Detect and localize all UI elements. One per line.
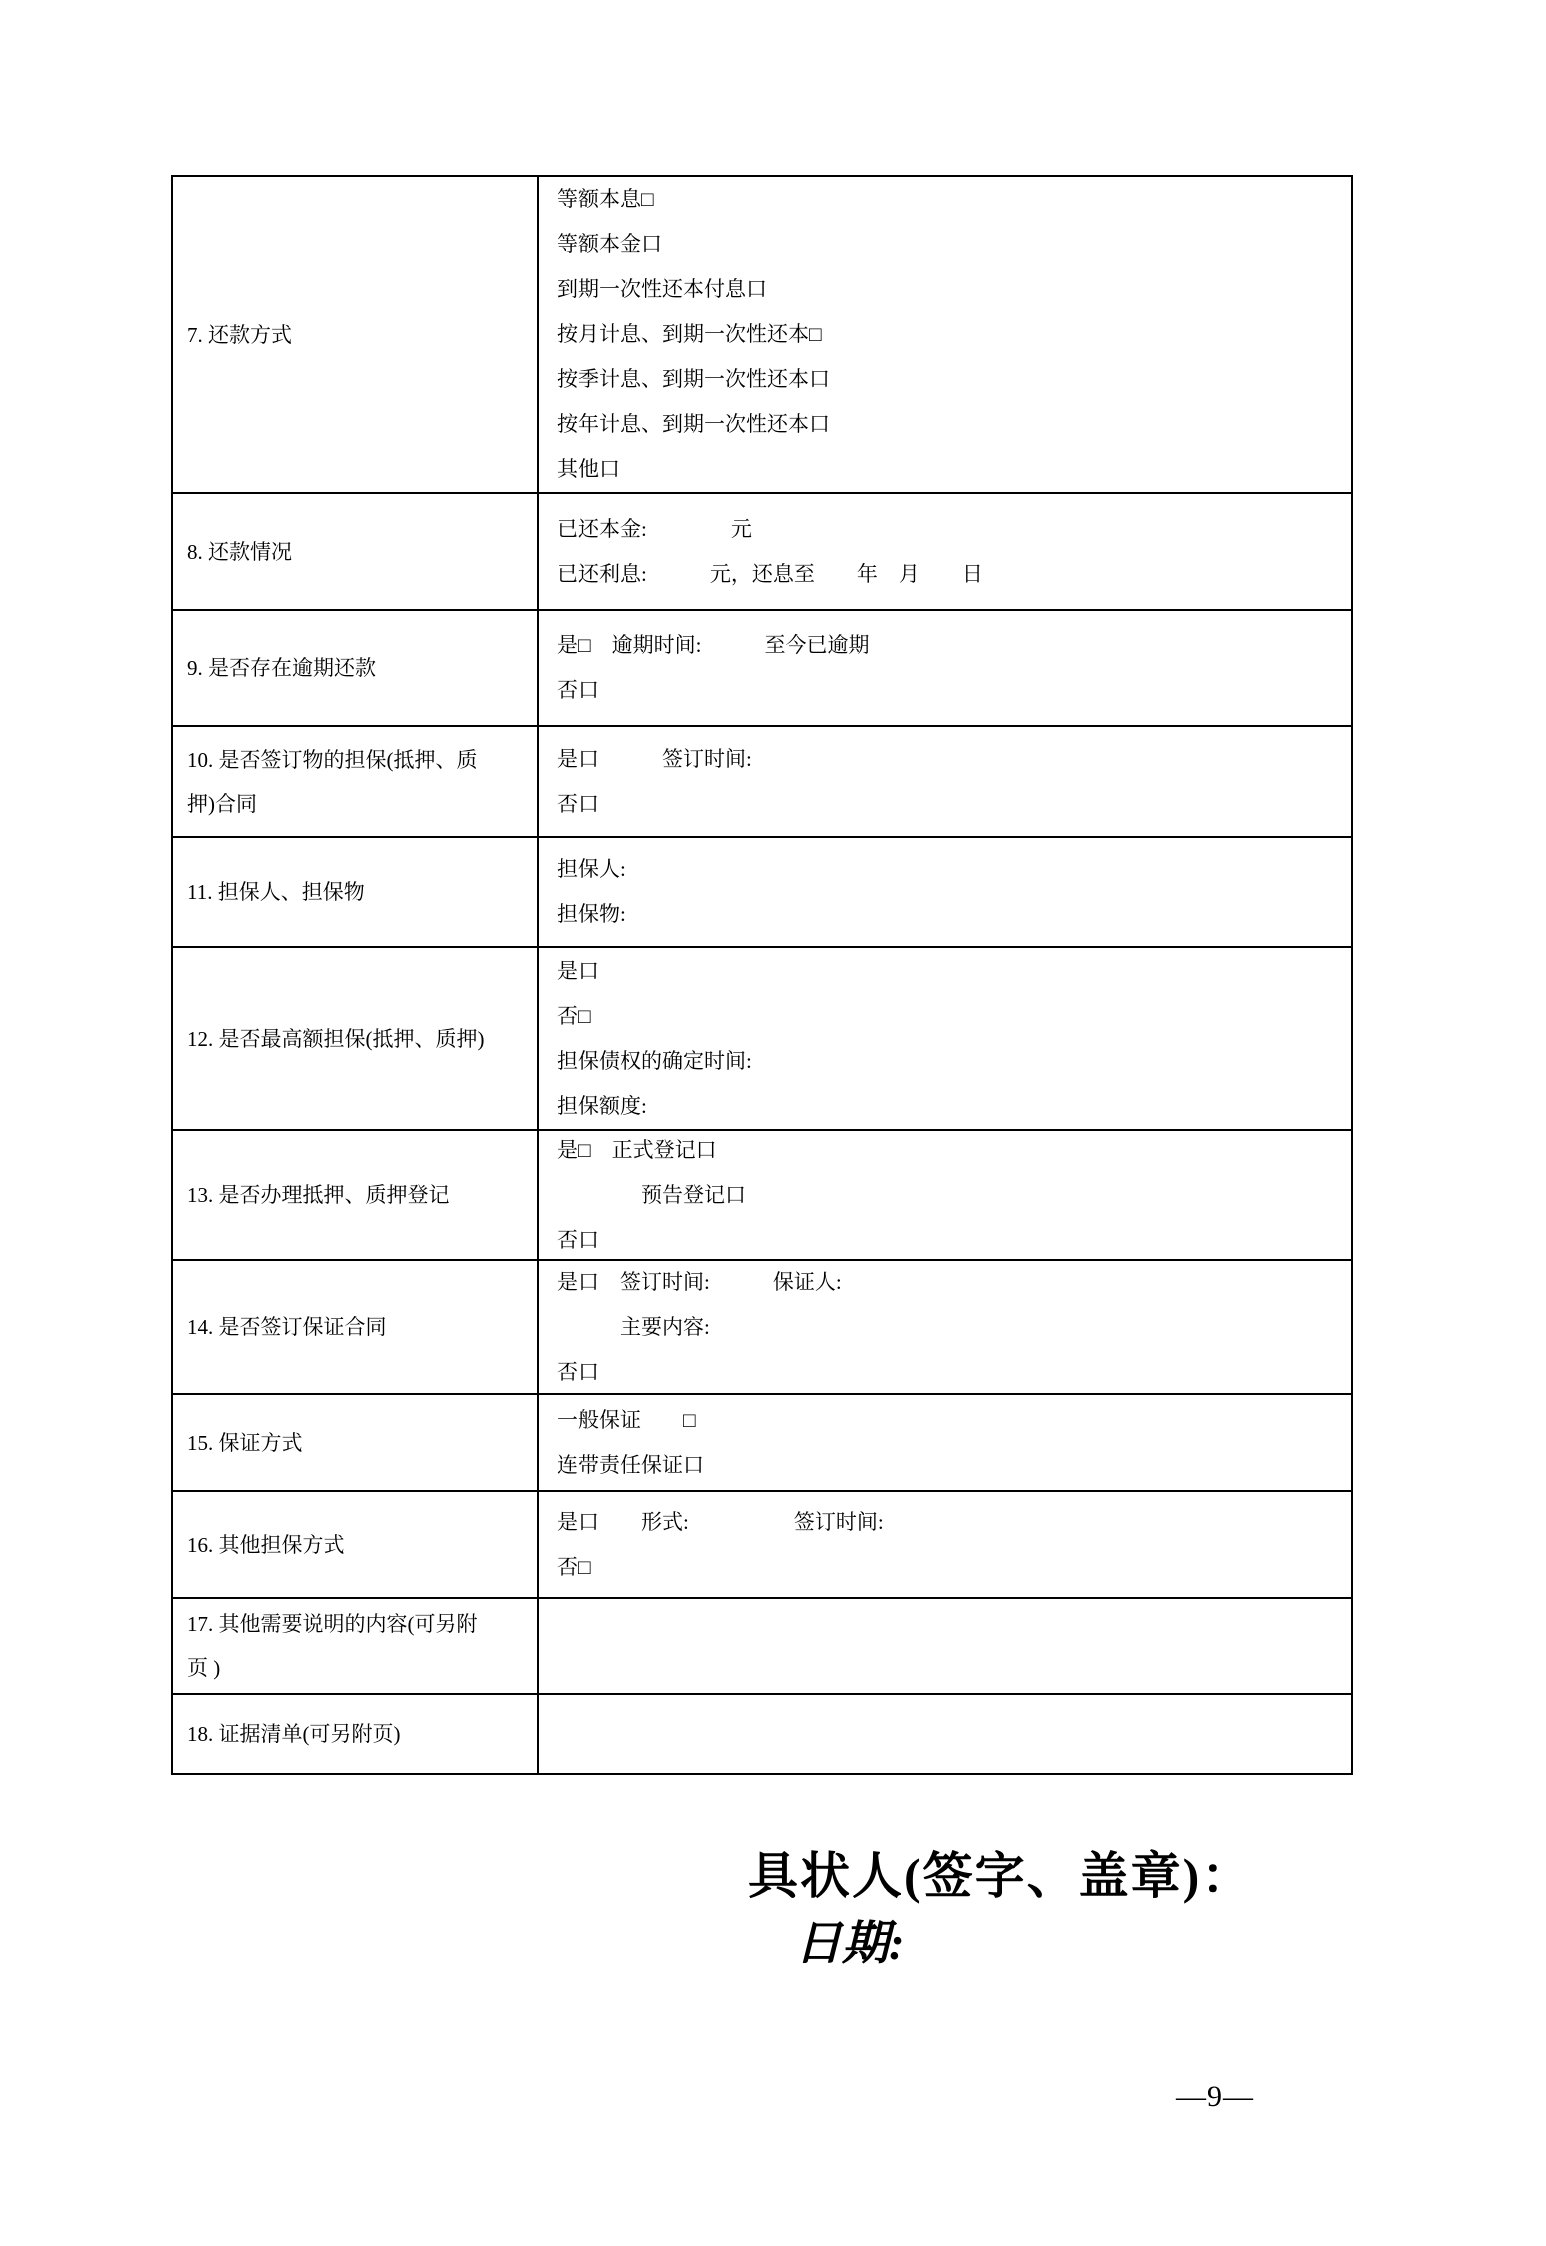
date-label: 日期:	[795, 1918, 905, 1970]
row-content-line: 担保债权的确定时间:	[557, 1048, 752, 1073]
row-content-line: 否□	[557, 1554, 591, 1579]
row-content-line: 担保额度:	[557, 1093, 647, 1118]
table-row	[173, 609, 1351, 725]
row-content-line: 连带责任保证口	[557, 1452, 704, 1477]
row-content-cell	[539, 1695, 1351, 1773]
row-label-cell	[173, 1395, 539, 1490]
row-label-line: 9. 是否存在逾期还款	[187, 656, 376, 680]
row-label-line: 11. 担保人、担保物	[187, 880, 365, 904]
table-row	[173, 1129, 1351, 1259]
row-content-line: 否口	[557, 791, 599, 816]
row-content-line: 主要内容:	[557, 1314, 710, 1339]
row-content-line: 否口	[557, 678, 599, 702]
row-label-cell	[173, 1695, 539, 1773]
row-content-cell	[539, 1131, 1351, 1259]
row-label-line: 13. 是否办理抵押、质押登记	[187, 1183, 450, 1207]
row-content-cell	[539, 727, 1351, 836]
row-content-cell	[539, 1395, 1351, 1490]
row-label-cell	[173, 1261, 539, 1393]
row-content-cell	[539, 1492, 1351, 1597]
row-content-line: 等额本息□	[557, 187, 654, 211]
row-content-cell	[539, 948, 1351, 1129]
row-label-line: 12. 是否最高额担保(抵押、质押)	[187, 1026, 485, 1051]
row-content-cell	[539, 177, 1351, 492]
row-label-line: 押)合同	[187, 791, 257, 816]
row-content-line: 按月计息、到期一次性还本□	[557, 322, 822, 346]
row-content-line: 是口 签订时间: 保证人:	[557, 1269, 842, 1294]
row-label-line: 8. 还款情况	[187, 539, 292, 564]
table-row	[173, 1597, 1351, 1693]
row-content-line: 按季计息、到期一次性还本口	[557, 367, 830, 391]
row-label-line: 14. 是否签订保证合同	[187, 1315, 387, 1339]
row-label-cell	[173, 1599, 539, 1693]
row-content-line: 是口 形式: 签订时间:	[557, 1509, 884, 1534]
row-content-line: 担保人:	[557, 857, 626, 881]
row-content-line: 否口	[557, 1227, 599, 1252]
table-row	[173, 725, 1351, 836]
table-row	[173, 946, 1351, 1129]
row-content-line: 其他口	[557, 457, 620, 481]
page-number: —9—	[1176, 2080, 1254, 2113]
table-row	[173, 1693, 1351, 1773]
row-content-cell	[539, 1599, 1351, 1693]
row-content-line: 否口	[557, 1359, 599, 1384]
table-row	[173, 1393, 1351, 1490]
row-content-cell	[539, 494, 1351, 609]
row-label-cell	[173, 1131, 539, 1259]
table-row	[173, 1259, 1351, 1393]
row-content-line: 是口 签订时间:	[557, 746, 752, 771]
row-label-line: 7. 还款方式	[187, 322, 292, 347]
row-label-cell	[173, 838, 539, 946]
row-content-line: 已还利息: 元，还息至 年 月 日	[557, 561, 983, 586]
row-content-line: 按年计息、到期一次性还本口	[557, 412, 830, 436]
row-content-line: 一般保证 □	[557, 1407, 696, 1432]
row-content-line: 预告登记口	[557, 1182, 746, 1207]
row-content-cell	[539, 611, 1351, 725]
loan-form-table	[171, 175, 1353, 1775]
row-content-cell	[539, 1261, 1351, 1393]
table-row	[173, 492, 1351, 609]
row-content-cell	[539, 838, 1351, 946]
row-label-cell	[173, 1492, 539, 1597]
row-label-cell	[173, 494, 539, 609]
row-content-line: 是□ 正式登记口	[557, 1137, 717, 1162]
row-label-line: 10. 是否签订物的担保(抵押、质	[187, 747, 478, 772]
row-content-line: 是□ 逾期时间: 至今已逾期	[557, 633, 870, 657]
row-content-line: 到期一次性还本付息口	[557, 277, 767, 301]
row-label-cell	[173, 948, 539, 1129]
row-label-line: 17. 其他需要说明的内容(可另附	[187, 1612, 478, 1636]
signer-signature-label: 具状人(签字、盖章)：	[748, 1848, 1254, 1904]
row-label-line: 15. 保证方式	[187, 1430, 303, 1455]
row-label-line: 页 )	[187, 1656, 221, 1680]
row-content-line: 是口	[557, 958, 599, 983]
row-content-line: 等额本金口	[557, 232, 662, 256]
row-content-line: 已还本金: 元	[557, 516, 752, 541]
row-label-line: 18. 证据清单(可另附页)	[187, 1722, 401, 1746]
row-label-line: 16. 其他担保方式	[187, 1532, 345, 1557]
table-row	[173, 836, 1351, 946]
row-label-cell	[173, 727, 539, 836]
row-label-cell	[173, 611, 539, 725]
row-content-line: 担保物:	[557, 902, 626, 926]
table-row	[173, 1490, 1351, 1597]
row-content-line: 否□	[557, 1003, 591, 1028]
table-row	[173, 177, 1351, 492]
row-label-cell	[173, 177, 539, 492]
